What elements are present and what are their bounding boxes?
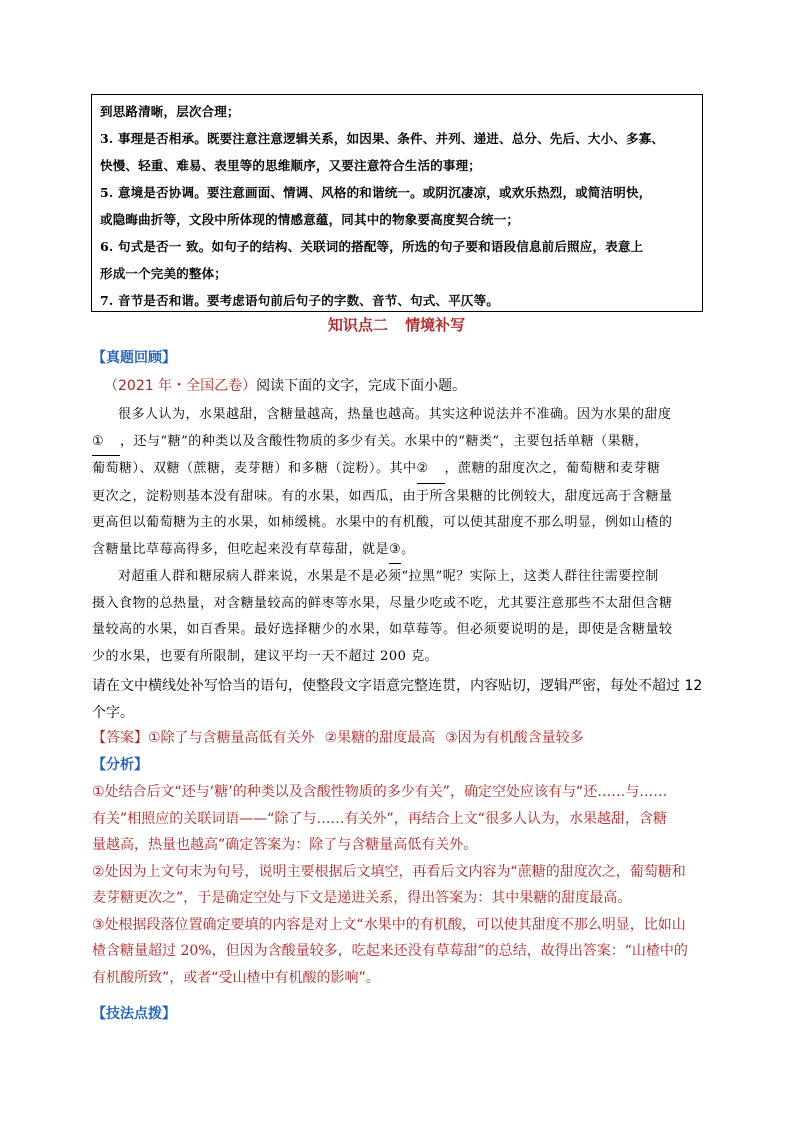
analysis-line: 麦芽糖更次之”，于是确定空处与下文是递进关系，得出答案为：其中果糖的甜度最高。 bbox=[92, 890, 632, 906]
passage-line: 摄入食物的总热量，对含糖量较高的鲜枣等水果，尽量少吃或不吃，尤其要注意那些不太甜但含糖 bbox=[92, 595, 673, 611]
blank-1: ① bbox=[92, 429, 120, 457]
question-line: 请在文中横线处补写恰当的语句，使整段文字语意完整连贯，内容贴切，逻辑严密，每处不超过 12 bbox=[92, 678, 703, 694]
box-line: 5. 意境是否协调。要注意画面、情调、风格的和谐统一。或阴沉凄凉，或欢乐热烈，或简洁明快， bbox=[100, 185, 652, 200]
passage-line: 少的水果，也要有所限制，建议平均一天不超过 200 克。 bbox=[92, 648, 439, 664]
passage-line: 对超重人群和糖尿病人群来说，水果是不是必须“拉黑”呢？实际上，这类人群往往需要控制 bbox=[118, 569, 659, 584]
box-line: 3. 事理是否相承。既要注意注意逻辑关系，如因果、条件、并列、递进、总分、先后、大小、多寡、 bbox=[100, 131, 665, 146]
answer-label: 【答案】 bbox=[92, 730, 148, 746]
analysis-line: 楂含糖量超过 20%，但因为含酸量较多，吃起来还没有草莓甜”的总结，故得出答案：“山楂中的 bbox=[92, 943, 688, 959]
passage-line: 含糖量比草莓高得多，但吃起来没有草莓甜，就是③。 bbox=[92, 537, 704, 565]
passage-line: 更次之，淀粉则基本没有甜味。有的水果，如西瓜，由于所含果糖的比例较大，甜度远高于含糖量 bbox=[92, 488, 673, 504]
box-line: 形成一个完美的整体； bbox=[100, 266, 228, 281]
analysis-line: 有机酸所致”，或者“受山楂中有机酸的影响”。 bbox=[92, 969, 380, 986]
box-line: 或隐晦曲折等，文段中所体现的情感意蕴，同其中的物象要高度契合统一； bbox=[100, 212, 520, 227]
tips-tag: 【技法点拨】 bbox=[92, 1006, 176, 1022]
box-line: 7. 音节是否和谐。要考虑语句前后句子的字数、音节、句式、平仄等。 bbox=[100, 293, 500, 308]
review-tag: 【真题回顾】 bbox=[92, 350, 176, 366]
analysis-section bbox=[92, 779, 704, 991]
box-line: 快慢、轻重、难易、表里等的思维顺序，又要注意符合生活的事理； bbox=[100, 158, 482, 173]
passage-line: ① ，还与“糖”的种类以及含酸性物质的多少有关。水果中的“糖类”，主要包括单糖（果糖， bbox=[92, 429, 704, 457]
blank-2: ② bbox=[417, 456, 445, 484]
question-prompt bbox=[92, 673, 704, 727]
question-line: 个字。 bbox=[92, 705, 134, 721]
passage-line: 很多人认为，水果越甜，含糖量越高，热量也越高。其实这种说法并不准确。因为水果的甜度 bbox=[118, 407, 672, 422]
analysis-tag: 【分析】 bbox=[92, 757, 148, 773]
tips-box bbox=[91, 94, 703, 312]
analysis-line: 有关”相照应的关联词语——“除了与……有关外”，再结合上文“很多人认为，水果越甜，含糖 bbox=[92, 810, 668, 827]
analysis-line: ①处结合后文“还与‘糖’的种类以及含酸性物质的多少有关”，确定空处应该有与“还……与…… bbox=[92, 784, 668, 800]
source-instruction: 阅读下面的文字，完成下面小题。 bbox=[256, 378, 467, 394]
box-line: 6. 句式是否一 致。如句子的结构、关联词的搭配等，所选的句子要和语段信息前后照应，表意上 bbox=[100, 239, 644, 254]
passage-line: 更高但以葡萄糖为主的水果，如柿缓桃。水果中的有机酸，可以使其甜度不那么明显，例如山楂的 bbox=[92, 515, 673, 530]
answer-1: ①除了与含糖量高低有关外 bbox=[148, 730, 315, 746]
answer-section bbox=[92, 727, 594, 747]
box-line: 到思路清晰，层次合理； bbox=[100, 104, 240, 119]
source-exam: （2021 年・全国乙卷） bbox=[104, 378, 257, 394]
section-title bbox=[0, 314, 793, 335]
analysis-line: ③处根据段落位置确定要填的内容是对上文“水果中的有机酸，可以使其甜度不那么明显，比如山 bbox=[92, 916, 686, 933]
section-title-topic: 情境补写 bbox=[405, 316, 466, 334]
passage-line: 葡萄糖）、双糖（蔗糖，麦芽糖）和多糖（淀粉）。其中② ，蔗糖的甜度次之，葡萄糖和麦芽糖 bbox=[92, 456, 704, 484]
reading-passage bbox=[92, 402, 704, 670]
blank-3: ③ bbox=[389, 537, 401, 565]
passage-line: 量较高的水果，如百香果。最好选择糖少的水果，如草莓等。但必须要说明的是，即使是含糖量较 bbox=[92, 622, 673, 637]
question-source bbox=[104, 375, 466, 395]
answer-2: ②果糖的甜度最高 bbox=[324, 730, 436, 746]
analysis-line: ②处因为上文句末为句号，说明主要根据后文填空，再看后文内容为“蔗糖的甜度次之，葡萄糖和 bbox=[92, 863, 686, 880]
section-title-number: 知识点二 bbox=[327, 316, 388, 334]
answer-3: ③因为有机酸含量较多 bbox=[445, 730, 584, 746]
answer-values bbox=[148, 730, 594, 746]
analysis-line: 量越高，热量也越高”确定答案为：除了与含糖量高低有关外。 bbox=[92, 837, 478, 853]
